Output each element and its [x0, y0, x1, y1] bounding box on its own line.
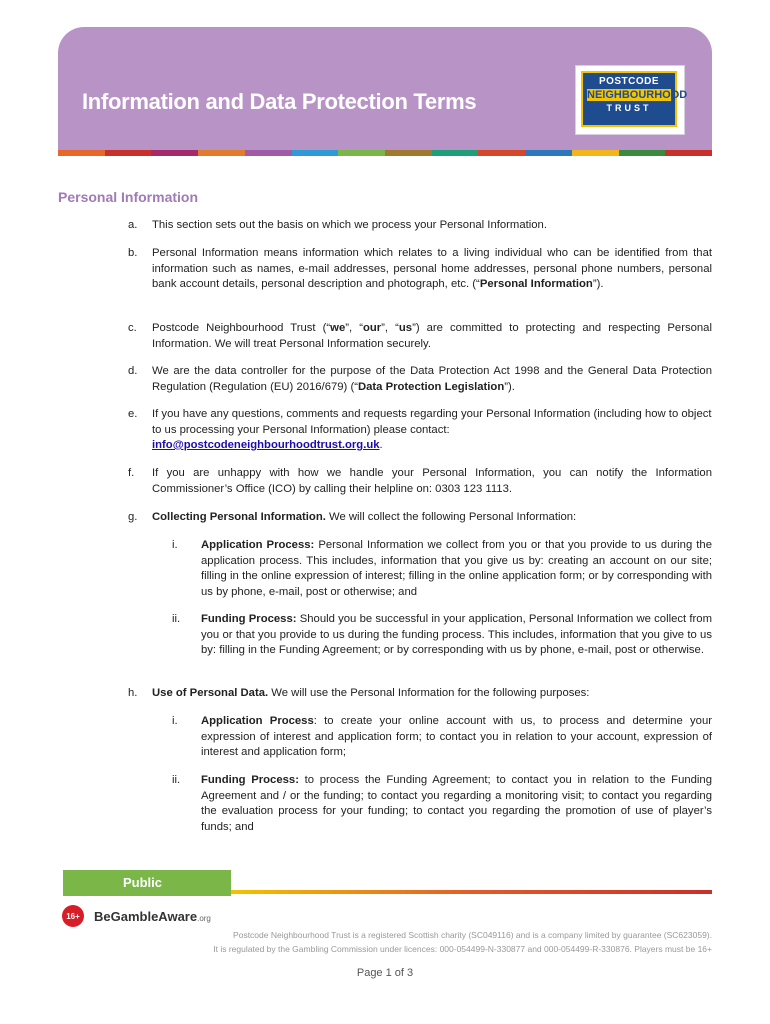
item-label: b.: [128, 247, 138, 259]
clause-b: Personal Information means information which relates to a living individual who can be identified from that information such as names, e-mail addresses, personal home addresses, personal phone numbers, personal bank account details, personal description and photograph, etc. (“Personal Information”).: [152, 247, 712, 290]
document-title: Information and Data Protection Terms: [82, 89, 477, 114]
clause-c: Postcode Neighbourhood Trust (“we”, “our”, “us”) are committed to protecting and respecting Personal Information. We will treat Personal Information securely.: [152, 322, 712, 350]
stripe-segment: [245, 150, 292, 156]
stripe-segment: [432, 150, 479, 156]
clause-e: If you have any questions, comments and requests regarding your Personal Information (including how to object to us processing your Personal Information) please contact: info@postcodeneighbourhoodtrust.org.uk.: [152, 408, 712, 451]
item-label: f.: [128, 467, 135, 479]
clause-g: Collecting Personal Information. We will collect the following Personal Information:: [152, 511, 577, 523]
header-banner: [58, 27, 712, 153]
clause-h-ii: Funding Process: to process the Funding Agreement; to contact you in relation to the Funding Agreement and / or the funding; to contact you regarding a monitoring visit; to contact you regarding the evaluation process for your funding; to contact you regarding the promotion of use of player’s funds; and: [201, 774, 712, 833]
classification-bar: [63, 870, 231, 896]
stripe-segment: [619, 150, 666, 156]
item-label: h.: [128, 687, 138, 699]
sub-item-label: ii.: [172, 613, 181, 625]
begambleaware-text: BeGambleAware.org: [94, 908, 211, 924]
stripe-segment: [105, 150, 152, 156]
begambleaware-logo: [62, 904, 211, 928]
stripe-segment: [58, 150, 105, 156]
postcode-neighbourhood-trust-logo: [575, 65, 688, 135]
clause-h-i: Application Process: to create your online account with us, to process and determine your expression of interest and application form; to contact you in relation to your account, expression of interest and application form;: [201, 715, 712, 758]
legal-line-2: It is regulated by the Gambling Commission under licences: 000-054499-N-330877 and 000-054499-R-330876. Players must be 16+: [213, 944, 712, 954]
stripe-segment: [665, 150, 712, 156]
section-title: Personal Information: [58, 189, 199, 205]
sub-item-label: ii.: [172, 774, 181, 786]
clause-h: Use of Personal Data. We will use the Personal Information for the following purposes:: [152, 687, 590, 699]
stripe-segment: [292, 150, 339, 156]
footer-divider: [231, 890, 712, 894]
contact-email-link[interactable]: info@postcodeneighbourhoodtrust.org.uk: [152, 439, 380, 451]
stripe-segment: [572, 150, 619, 156]
clause-a: This section sets out the basis on which we process your Personal Information.: [152, 219, 547, 231]
color-stripe: [58, 150, 712, 156]
stripe-segment: [478, 150, 525, 156]
logo-line-3: TRUST: [606, 103, 652, 113]
clause-d: We are the data controller for the purpose of the Data Protection Act 1998 and the General Data Protection Regulation (Regulation (EU) 2016/679) (“Data Protection Legislation”).: [152, 365, 712, 393]
sub-item-label: i.: [172, 539, 178, 551]
item-label: a.: [128, 219, 138, 231]
sub-item-label: i.: [172, 715, 178, 727]
item-label: c.: [128, 322, 137, 334]
stripe-segment: [338, 150, 385, 156]
stripe-segment: [151, 150, 198, 156]
item-label: g.: [128, 511, 138, 523]
item-label: d.: [128, 365, 138, 377]
clause-f: If you are unhappy with how we handle your Personal Information, you can notify the Information Commissioner’s Office (ICO) by calling their helpline on: 0303 123 1113.: [152, 467, 712, 495]
page-number: Page 1 of 3: [356, 967, 414, 979]
age-16-badge: 16+: [62, 905, 84, 927]
logo-line-1: POSTCODE: [598, 76, 660, 87]
legal-line-1: Postcode Neighbourhood Trust is a registered Scottish charity (SC049116) and is a company limited by guarantee (SC623059).: [233, 930, 712, 940]
logo-line-2: NEIGHBOURHOOD: [587, 89, 688, 101]
stripe-segment: [525, 150, 572, 156]
item-label: e.: [128, 408, 138, 420]
clause-g-ii: Funding Process: Should you be successful in your application, Personal Information we collect from you or that you provide to us during the funding process. This includes, information that you give to us by: filling in the Funding Agreement; or by corresponding with us by phone, e-mail, post or otherwise.: [201, 613, 712, 656]
classification-label: Public: [123, 875, 163, 890]
stripe-segment: [198, 150, 245, 156]
clause-g-i: Application Process: Personal Information we collect from you or that you provide to us during the application process. This includes, information that you give us by: creating an account on our site; filling in the online expression of interest; filling in the online application form; or by corresponding with us by phone, e-mail, post or otherwise; and: [201, 539, 712, 598]
stripe-segment: [385, 150, 432, 156]
